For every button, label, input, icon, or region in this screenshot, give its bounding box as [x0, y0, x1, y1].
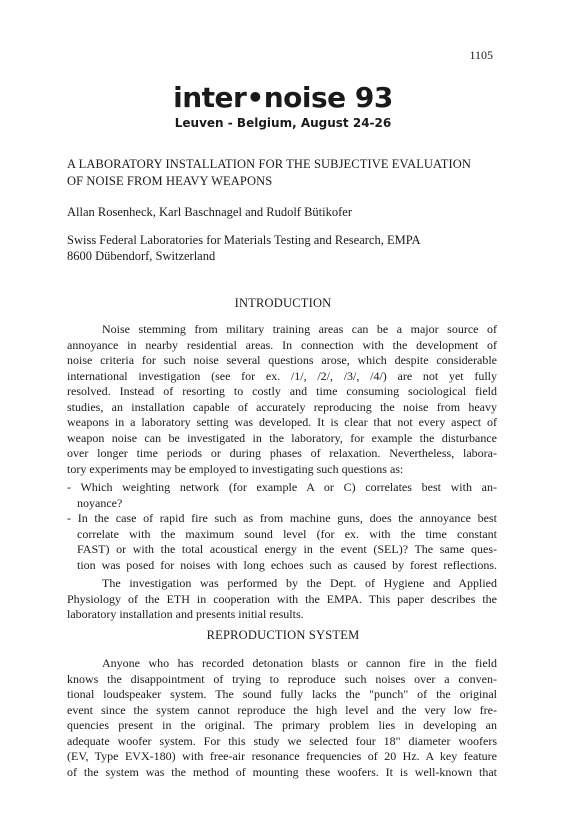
section-heading-reproduction: REPRODUCTION SYSTEM — [206, 628, 360, 642]
affiliation-line: Swiss Federal Laboratories for Materials Testing and Research, EMPA — [67, 233, 421, 247]
text-line: weapons in a laboratory setting was developed. It is clear that not every aspect of — [67, 415, 497, 429]
conference-location: Leuven - Belgium, August 24-26 — [174, 116, 392, 130]
paper-affiliation — [67, 232, 421, 264]
text-line: Noise stemming from military training areas can be a major source of — [102, 322, 497, 336]
text-line: quencies present in the original. The primary problem lies in developing an — [67, 718, 497, 732]
text-line: laboratory installation and presents initial results. — [67, 607, 304, 621]
page-number: 1105 — [469, 48, 493, 62]
paper-title — [67, 156, 507, 190]
text-line: Physiology of the ETH in cooperation with the EMPA. This paper describes the — [67, 591, 497, 606]
text-line: adequate woofer system. For this study we selected four 18" diameter woofers — [67, 733, 497, 748]
list-item-line: correlate with the maximum sound level (for ex. with the time constant — [77, 526, 497, 541]
affiliation-line: 8600 Dübendorf, Switzerland — [67, 249, 216, 263]
intro-paragraph-1 — [67, 322, 497, 477]
text-line: tional loudspeaker system. The sound fully lacks the "punch" of the original — [67, 687, 497, 701]
text-line: Anyone who has recorded detonation blasts or cannon fire in the field — [102, 656, 497, 670]
text-line: tory experiments may be employed to investigating such questions as: — [67, 461, 404, 476]
title-line: A LABORATORY INSTALLATION FOR THE SUBJECTIVE EVALUATION — [67, 157, 472, 171]
conference-logo: inter•noise 93 — [173, 81, 393, 114]
text-line: (EV, Type EVX-180) with free-air resonance frequencies of 20 Hz. A key feature — [67, 749, 497, 763]
text-line: weapon noise can be investigated in the laboratory, for example the disturbance — [67, 430, 497, 445]
text-line: noise criteria for such noise several questions arose, which despite considerable — [67, 353, 497, 367]
list-item-line: tion was posed for noises with long echoes such as caused by forest reflections. — [77, 557, 497, 572]
text-line: international investigation (see for ex. /1/, /2/, /3/, /4/) are not yet fully — [67, 368, 497, 383]
text-line: annoyance in nearby residential areas. In connection with the development of — [67, 337, 497, 352]
intro-bullet-list — [67, 480, 497, 573]
text-line: The investigation was performed by the Dept. of Hygiene and Applied — [102, 576, 497, 590]
list-item-line: FAST) or with the total acoustical energy in the event (SEL)? The same ques- — [77, 542, 497, 556]
title-line: OF NOISE FROM HEAVY WEAPONS — [67, 174, 273, 188]
text-line: knows the disappointment of trying to reproduce such noises over a conven- — [67, 671, 497, 686]
paper-authors: Allan Rosenheck, Karl Baschnagel and Rudolf Bütikofer — [67, 205, 352, 219]
list-item-line: - Which weighting network (for example A or C) correlates best with an- — [67, 480, 497, 494]
list-item-line: noyance? — [77, 495, 123, 510]
text-line: resolved. Instead of resorting to costly and time consuming sociological field — [67, 384, 497, 398]
text-line: over longer time periods or during phases of relaxation. Nevertheless, labora- — [67, 446, 497, 460]
list-item-line: - In the case of rapid fire such as from machine guns, does the annoyance best — [67, 511, 497, 525]
section-heading-introduction: INTRODUCTION — [234, 296, 332, 310]
text-line: studies, an installation capable of accurately reproducing the noise from heavy — [67, 399, 497, 414]
reproduction-paragraph-1 — [67, 656, 497, 780]
text-line: of the system was the method of mounting these woofers. It is well-known that — [67, 764, 497, 779]
text-line: event since the system cannot reproduce the high level and the very low fre- — [67, 702, 497, 717]
intro-paragraph-2 — [67, 576, 497, 623]
